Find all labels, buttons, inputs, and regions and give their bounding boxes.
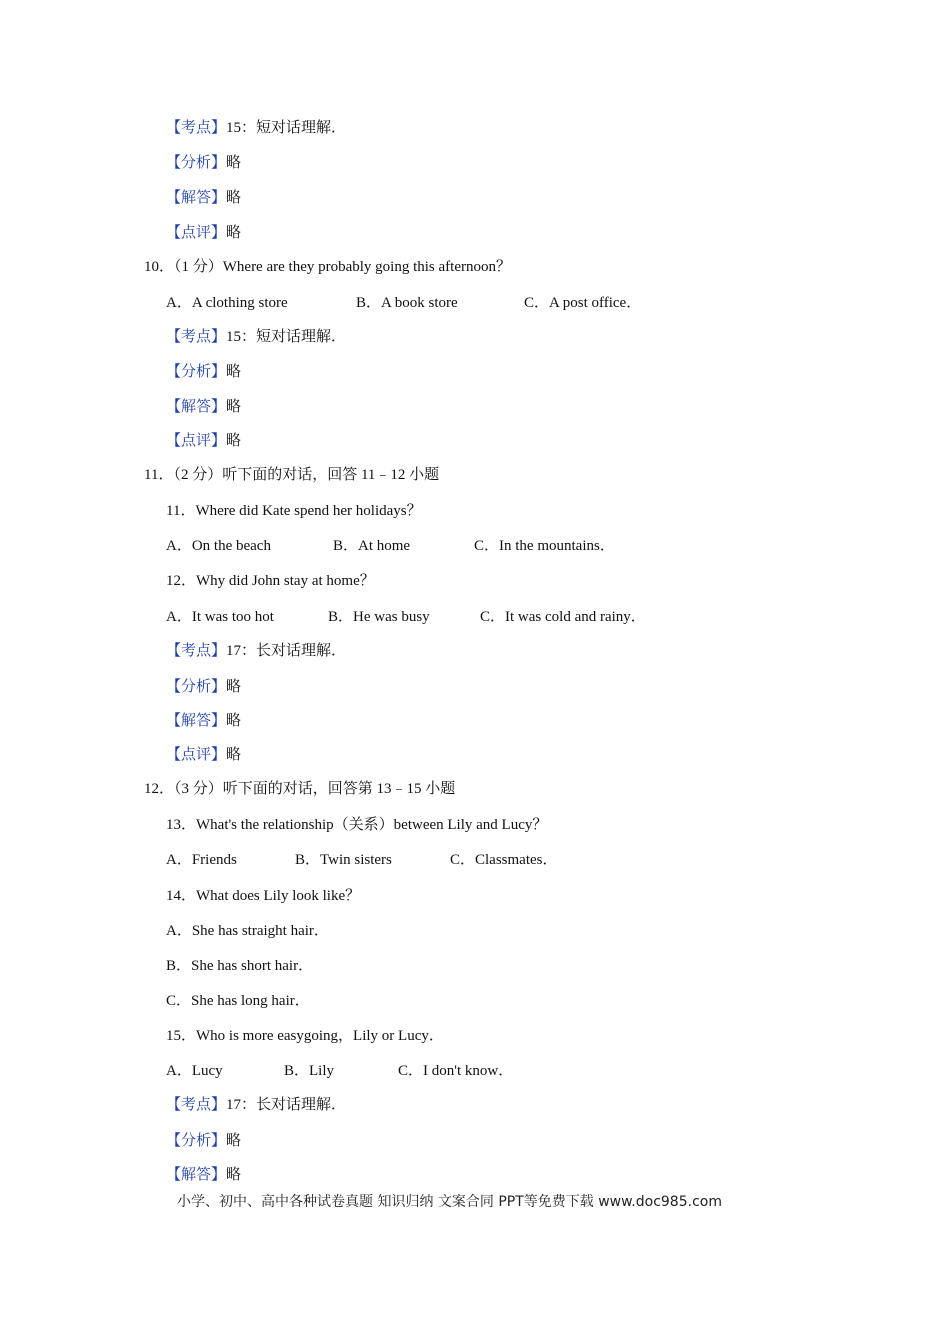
option-b: B．He was busy	[328, 609, 430, 625]
dianping-line	[166, 223, 241, 243]
jieda-line	[166, 188, 241, 208]
question-11-stem: 11．（2 分）听下面的对话，回答 11﹣12 小题	[144, 467, 440, 483]
fenxi-line	[166, 153, 241, 173]
subquestion-12: 12．Why did John stay at home？	[166, 573, 375, 589]
jieda-label: 【解答】	[166, 190, 227, 206]
dianping-line	[166, 745, 241, 765]
kaodian-label: 【考点】	[166, 329, 227, 345]
jieda-text: 略	[226, 713, 242, 729]
dianping-text: 略	[226, 225, 242, 241]
subquestion-15: 15．Who is more easygoing，Lily or Lucy．	[166, 1028, 444, 1044]
question-12-stem: 12．（3 分）听下面的对话，回答第 13﹣15 小题	[144, 781, 456, 797]
kaodian-label: 【考点】	[166, 120, 227, 136]
kaodian-line	[166, 118, 346, 138]
jieda-text: 略	[226, 190, 242, 206]
jieda-text: 略	[226, 1167, 242, 1183]
option-c: C．In the mountains．	[474, 538, 615, 554]
dianping-line	[166, 431, 241, 451]
option-a: A．Friends	[166, 852, 237, 868]
option-c: C．I don't know．	[398, 1063, 514, 1079]
kaodian-line	[166, 327, 346, 347]
fenxi-text: 略	[226, 364, 242, 380]
fenxi-line	[166, 1131, 241, 1151]
option-a: A．A clothing store	[166, 295, 288, 311]
page-footer: 小学、初中、高中各种试卷真题 知识归纳 文案合同 PPT等免费下载 www.doc985.com	[177, 1194, 722, 1210]
option-a: A．It was too hot	[166, 609, 274, 625]
option-b: B．Lily	[284, 1063, 335, 1079]
kaodian-text: 17：长对话理解．	[226, 643, 347, 659]
jieda-label: 【解答】	[166, 399, 227, 415]
dianping-text: 略	[226, 433, 242, 449]
jieda-line	[166, 711, 241, 731]
option-a: A．On the beach	[166, 538, 271, 554]
fenxi-text: 略	[226, 1133, 242, 1149]
fenxi-label: 【分析】	[166, 1133, 227, 1149]
fenxi-line	[166, 677, 241, 697]
question-10-stem: 10．（1 分）Where are they probably going this afternoon？	[144, 259, 511, 275]
jieda-label: 【解答】	[166, 713, 227, 729]
option-a: A．Lucy	[166, 1063, 223, 1079]
kaodian-text: 15：短对话理解．	[226, 329, 347, 345]
dianping-text: 略	[226, 747, 242, 763]
dianping-label: 【点评】	[166, 225, 227, 241]
fenxi-text: 略	[226, 679, 242, 695]
jieda-line	[166, 397, 241, 417]
option-b: B．At home	[333, 538, 411, 554]
kaodian-text: 15：短对话理解．	[226, 120, 347, 136]
option-c: C．A post office．	[524, 295, 642, 311]
fenxi-label: 【分析】	[166, 679, 227, 695]
subquestion-11: 11．Where did Kate spend her holidays？	[166, 503, 422, 519]
fenxi-text: 略	[226, 155, 242, 171]
dianping-label: 【点评】	[166, 747, 227, 763]
kaodian-line	[166, 641, 346, 661]
kaodian-label: 【考点】	[166, 643, 227, 659]
option-c: C．Classmates．	[450, 852, 558, 868]
kaodian-line	[166, 1095, 346, 1115]
fenxi-line	[166, 362, 241, 382]
kaodian-label: 【考点】	[166, 1097, 227, 1113]
jieda-text: 略	[226, 399, 242, 415]
dianping-label: 【点评】	[166, 433, 227, 449]
jieda-label: 【解答】	[166, 1167, 227, 1183]
subquestion-13: 13．What's the relationship（关系）between Lily and Lucy？	[166, 817, 548, 833]
option-b: B．A book store	[356, 295, 458, 311]
option-c: C．She has long hair．	[166, 993, 310, 1009]
subquestion-14: 14．What does Lily look like？	[166, 888, 361, 904]
jieda-line	[166, 1165, 241, 1185]
option-c: C．It was cold and rainy．	[480, 609, 646, 625]
option-a: A．She has straight hair．	[166, 923, 329, 939]
fenxi-label: 【分析】	[166, 155, 227, 171]
option-b: B．Twin sisters	[295, 852, 392, 868]
fenxi-label: 【分析】	[166, 364, 227, 380]
kaodian-text: 17：长对话理解．	[226, 1097, 347, 1113]
option-b: B．She has short hair．	[166, 958, 314, 974]
